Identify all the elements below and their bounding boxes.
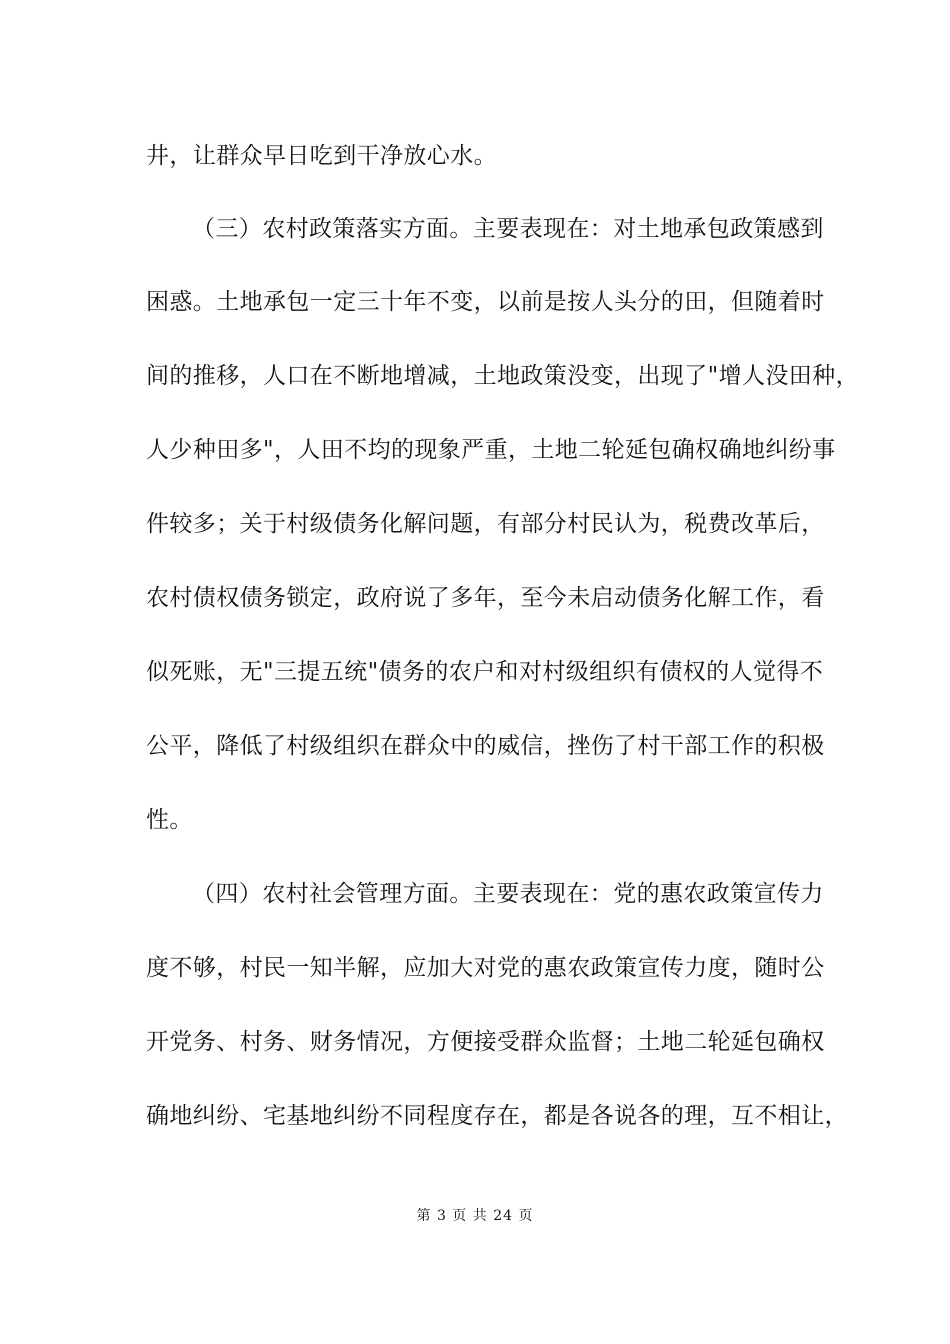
paragraph-start-line: （四）农村社会管理方面。主要表现在：党的惠农政策宣传力 (192, 881, 824, 907)
text-line: 似死账，无"三提五统"债务的农户和对村级组织有债权的人觉得不 (146, 659, 824, 685)
text-line: 人少种田多"，人田不均的现象严重，土地二轮延包确权确地纠纷事 (146, 437, 836, 463)
text-line: 间的推移，人口在不断地增减，土地政策没变，出现了"增人没田种， (146, 363, 859, 389)
page-footer (0, 1207, 950, 1225)
text-line: 件较多；关于村级债务化解问题，有部分村民认为，税费改革后， (146, 511, 825, 537)
text-line: 度不够，村民一知半解，应加大对党的惠农政策宣传力度，随时公 (146, 955, 825, 981)
text-line: 井，让群众早日吃到干净放心水。 (146, 143, 497, 169)
page-number-label: 第 3 页 共 24 页 (416, 1208, 534, 1224)
text-line: 开党务、村务、财务情况，方便接受群众监督；土地二轮延包确权 (146, 1029, 825, 1055)
text-line: 农村债权债务锁定，政府说了多年，至今未启动债务化解工作，看 (146, 585, 825, 611)
text-line: 性。 (146, 807, 193, 833)
text-line: 公平，降低了村级组织在群众中的威信，挫伤了村干部工作的积极 (146, 733, 825, 759)
text-line: 确地纠纷、宅基地纠纷不同程度存在，都是各说各的理，互不相让， (146, 1103, 848, 1129)
text-line: 困惑。土地承包一定三十年不变，以前是按人头分的田，但随着时 (146, 289, 825, 315)
paragraph-start-line: （三）农村政策落实方面。主要表现在：对土地承包政策感到 (192, 216, 824, 242)
